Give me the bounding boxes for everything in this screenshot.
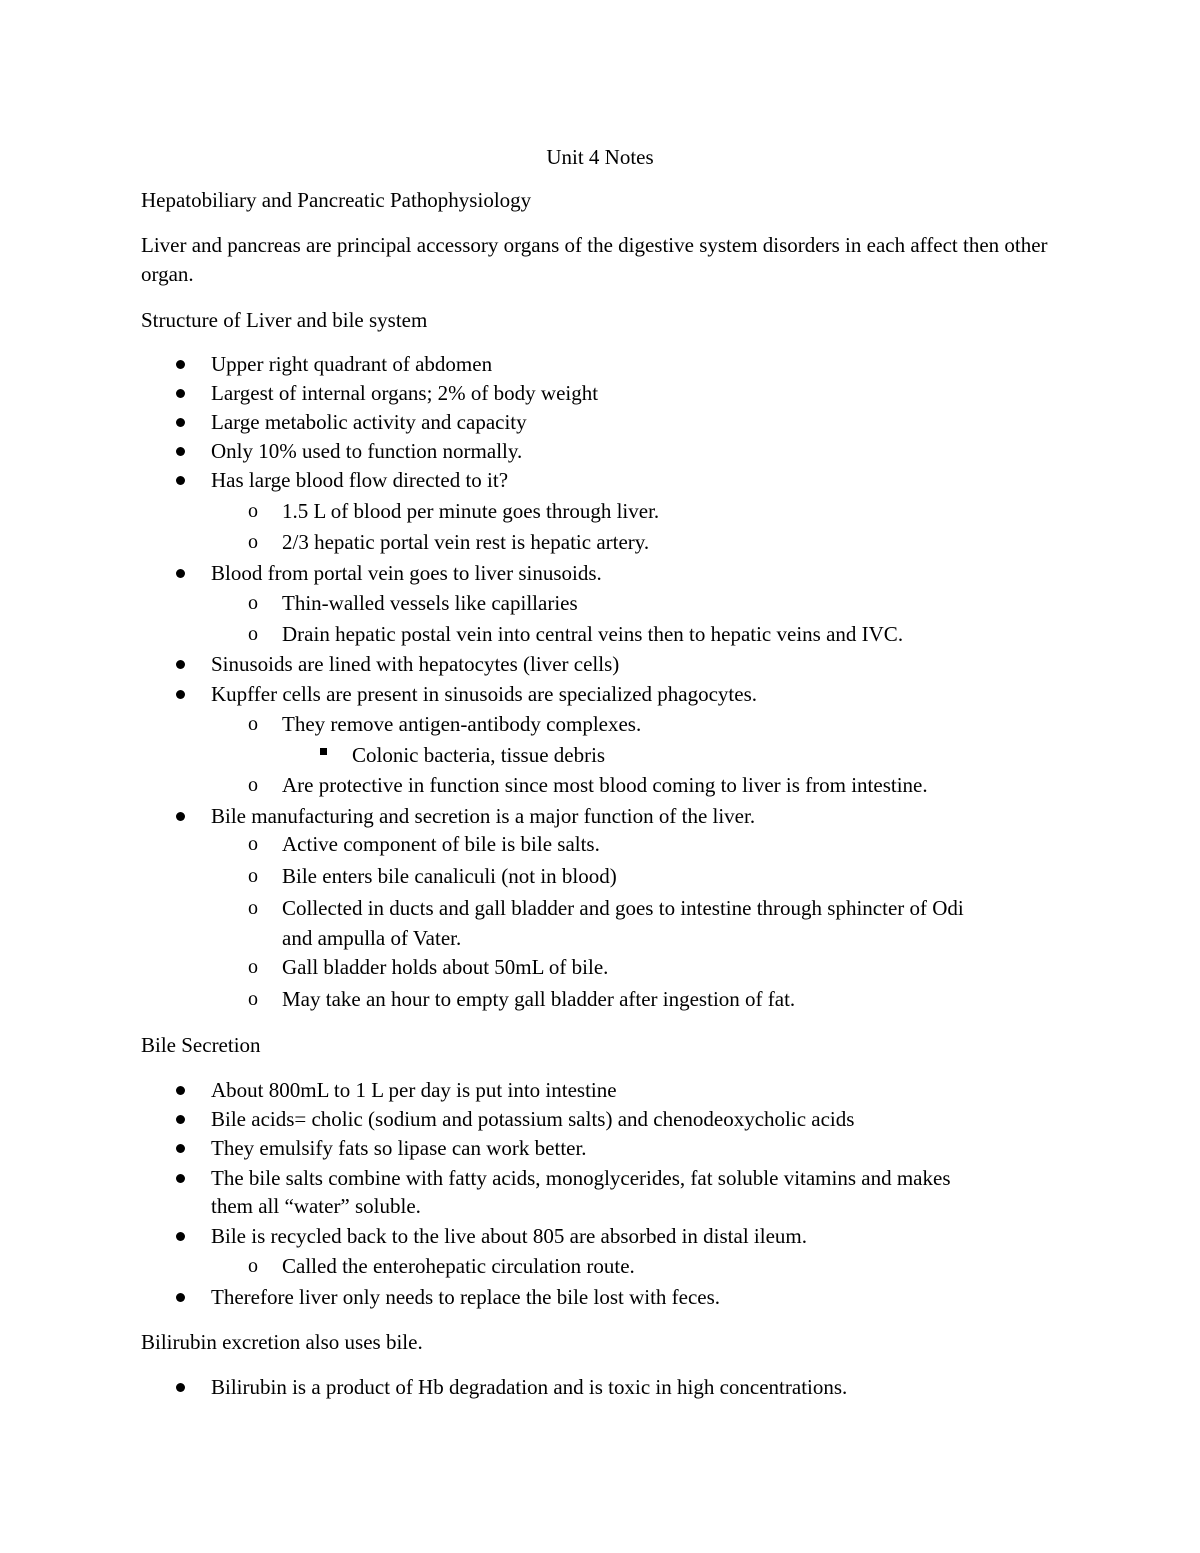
square-bullet-icon bbox=[320, 748, 327, 755]
list-item: Colonic bacteria, tissue debris bbox=[352, 743, 606, 767]
circle-bullet-icon: o bbox=[248, 897, 258, 919]
bullet-icon bbox=[176, 690, 185, 699]
section-heading-structure: Structure of Liver and bile system bbox=[141, 308, 428, 332]
bullet-icon bbox=[176, 1144, 185, 1153]
list-item: Thin-walled vessels like capillaries bbox=[282, 591, 578, 615]
bullet-icon bbox=[176, 569, 185, 578]
bullet-icon bbox=[176, 1293, 185, 1302]
list-item: About 800mL to 1 L per day is put into intestine bbox=[211, 1078, 617, 1102]
circle-bullet-icon: o bbox=[248, 592, 258, 614]
list-item: May take an hour to empty gall bladder after ingestion of fat. bbox=[282, 987, 796, 1011]
list-item: Has large blood flow directed to it? bbox=[211, 468, 509, 492]
page-title: Unit 4 Notes bbox=[546, 145, 654, 169]
list-item: Called the enterohepatic circulation route. bbox=[282, 1254, 635, 1278]
list-item: Upper right quadrant of abdomen bbox=[211, 352, 493, 376]
circle-bullet-icon: o bbox=[248, 988, 258, 1010]
list-item: The bile salts combine with fatty acids, monoglycerides, fat soluble vitamins and makes bbox=[211, 1166, 951, 1190]
list-item: Blood from portal vein goes to liver sinusoids. bbox=[211, 561, 602, 585]
circle-bullet-icon: o bbox=[248, 713, 258, 735]
bullet-icon bbox=[176, 1383, 185, 1392]
list-item: Kupffer cells are present in sinusoids are specialized phagocytes. bbox=[211, 682, 757, 706]
list-item: Collected in ducts and gall bladder and goes to intestine through sphincter of Odi bbox=[282, 896, 964, 920]
bullet-icon bbox=[176, 660, 185, 669]
list-item: Sinusoids are lined with hepatocytes (liver cells) bbox=[211, 652, 620, 676]
circle-bullet-icon: o bbox=[248, 500, 258, 522]
circle-bullet-icon: o bbox=[248, 956, 258, 978]
list-item: They remove antigen-antibody complexes. bbox=[282, 712, 642, 736]
bullet-icon bbox=[176, 476, 185, 485]
bullet-icon bbox=[176, 360, 185, 369]
list-item-continuation: them all “water” soluble. bbox=[211, 1194, 421, 1218]
bullet-icon bbox=[176, 389, 185, 398]
list-item: Bilirubin is a product of Hb degradation and is toxic in high concentrations. bbox=[211, 1375, 848, 1399]
list-item: They emulsify fats so lipase can work better. bbox=[211, 1136, 587, 1160]
list-item: 2/3 hepatic portal vein rest is hepatic artery. bbox=[282, 530, 650, 554]
circle-bullet-icon: o bbox=[248, 774, 258, 796]
list-item: Drain hepatic postal vein into central veins then to hepatic veins and IVC. bbox=[282, 622, 904, 646]
bullet-icon bbox=[176, 418, 185, 427]
circle-bullet-icon: o bbox=[248, 1255, 258, 1277]
list-item: Gall bladder holds about 50mL of bile. bbox=[282, 955, 609, 979]
list-item: 1.5 L of blood per minute goes through liver. bbox=[282, 499, 660, 523]
list-item: Bile acids= cholic (sodium and potassium salts) and chenodeoxycholic acids bbox=[211, 1107, 855, 1131]
bullet-icon bbox=[176, 1232, 185, 1241]
bullet-icon bbox=[176, 812, 185, 821]
circle-bullet-icon: o bbox=[248, 865, 258, 887]
section-heading-bilirubin: Bilirubin excretion also uses bile. bbox=[141, 1330, 423, 1354]
subtitle: Hepatobiliary and Pancreatic Pathophysiology bbox=[141, 188, 532, 212]
circle-bullet-icon: o bbox=[248, 833, 258, 855]
bullet-icon bbox=[176, 1174, 185, 1183]
list-item: Bile is recycled back to the live about 805 are absorbed in distal ileum. bbox=[211, 1224, 807, 1248]
bullet-icon bbox=[176, 447, 185, 456]
intro-paragraph: Liver and pancreas are principal accessory organs of the digestive system disorders in each affect then other organ. bbox=[141, 233, 1048, 286]
section-heading-bile-secretion: Bile Secretion bbox=[141, 1033, 261, 1057]
bullet-icon bbox=[176, 1115, 185, 1124]
list-item: Bile enters bile canaliculi (not in blood) bbox=[282, 864, 617, 888]
circle-bullet-icon: o bbox=[248, 623, 258, 645]
list-item: Therefore liver only needs to replace the bile lost with feces. bbox=[211, 1285, 721, 1309]
list-item: Are protective in function since most blood coming to liver is from intestine. bbox=[282, 773, 928, 797]
list-item: Only 10% used to function normally. bbox=[211, 439, 523, 463]
bullet-icon bbox=[176, 1086, 185, 1095]
list-item-continuation: and ampulla of Vater. bbox=[282, 926, 462, 950]
list-item: Largest of internal organs; 2% of body weight bbox=[211, 381, 599, 405]
list-item: Active component of bile is bile salts. bbox=[282, 832, 600, 856]
list-item: Large metabolic activity and capacity bbox=[211, 410, 527, 434]
circle-bullet-icon: o bbox=[248, 531, 258, 553]
list-item: Bile manufacturing and secretion is a major function of the liver. bbox=[211, 804, 756, 828]
